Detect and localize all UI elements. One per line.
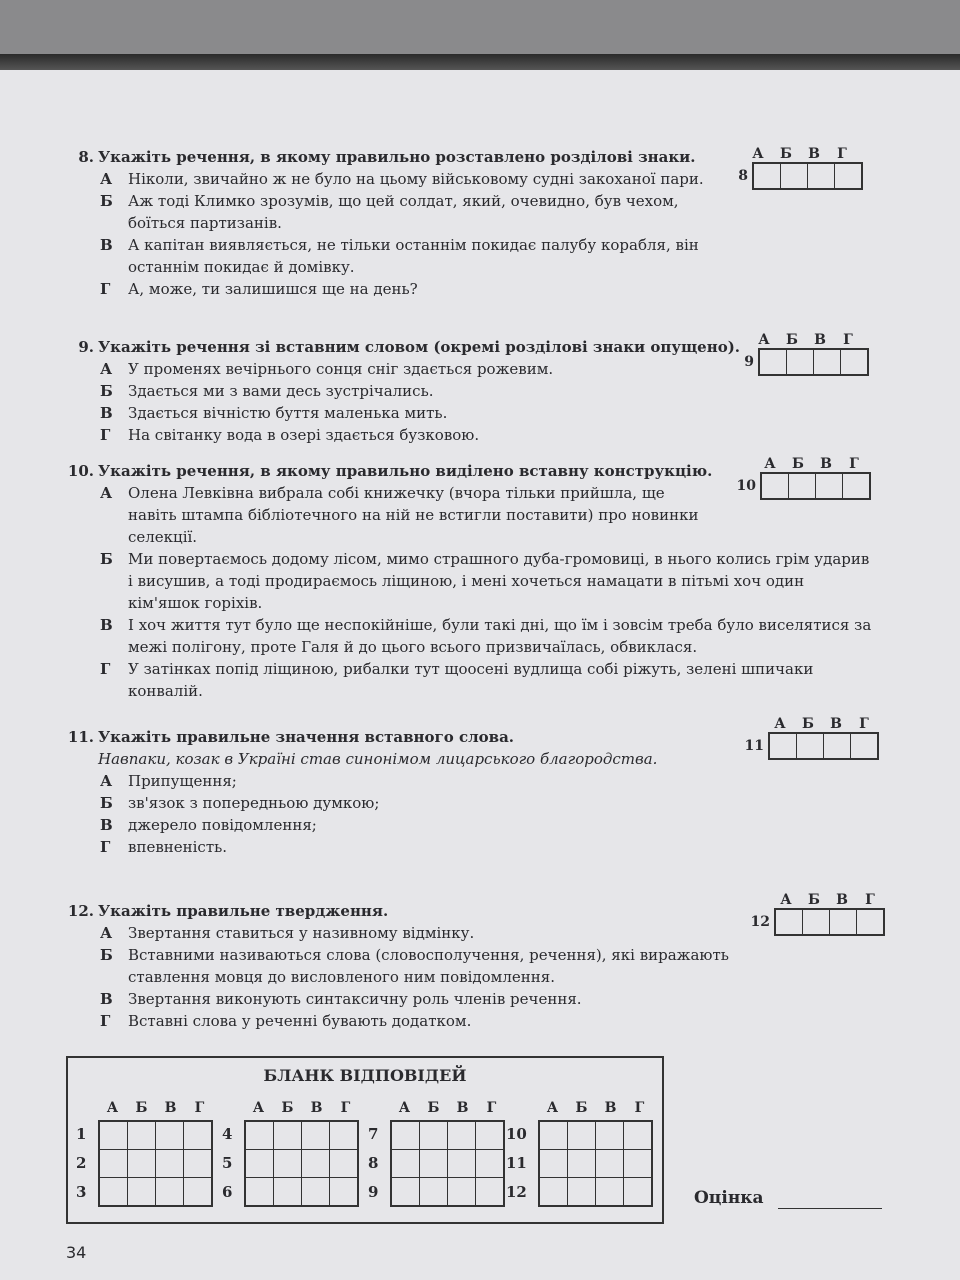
answer-cell-d[interactable]: [835, 164, 861, 188]
option-c: В А капітан виявляється, не тільки останнім покидає палубу корабля, він останнім покидає й домівку.: [100, 236, 699, 276]
answer-sheet-title: БЛАНК ВІДПОВІДЕЙ: [263, 1066, 467, 1085]
question-prompt: Укажіть речення, в якому правильно розставлено розділові знаки.: [98, 148, 696, 166]
option-b: Б зв'язок з попередньою думкою;: [100, 794, 380, 812]
example-sentence: Навпаки, козак в Україні став синонімом лицарського благородства.: [98, 750, 658, 768]
answer-box-9: А Б В Г 9: [732, 332, 869, 376]
answer-cell-c[interactable]: [816, 474, 843, 498]
option-d: Г У затінках попід ліщиною, рибалки тут щоосені вудлища собі ріжуть, зелені шпичаки конвалій.: [100, 660, 814, 700]
option-a: А Ніколи, звичайно ж не було на цьому військовому судні закоханої пари.: [100, 170, 704, 188]
answer-grid[interactable]: [538, 1120, 653, 1207]
answer-cell-a[interactable]: [776, 910, 803, 934]
answer-cell-c[interactable]: [830, 910, 857, 934]
answer-box-8: А Б В Г 8: [726, 146, 863, 190]
answer-cell-b[interactable]: [803, 910, 830, 934]
answer-box-10: А Б В Г 10: [730, 456, 871, 500]
grade-field[interactable]: [778, 1208, 882, 1209]
answer-cell-a[interactable]: [770, 734, 797, 758]
answer-cell-b[interactable]: [781, 164, 808, 188]
option-c: В І хоч життя тут було ще неспокійніше, були такі дні, що їм і зовсім треба було виселятися за межі полігону, проте Галя й до цього всього призвичаїлась, обвиклася.: [100, 616, 872, 656]
answer-group-2: А Б В Г 4 5 6: [222, 1100, 360, 1207]
answer-cell-b[interactable]: [787, 350, 814, 374]
page-number: 34: [66, 1243, 87, 1262]
grade-label: Оцінка: [694, 1188, 764, 1208]
answer-box-11: А Б В Г 11: [736, 716, 879, 760]
answer-cell-b[interactable]: [789, 474, 816, 498]
option-b: Б Аж тоді Климко зрозумів, що цей солдат, який, очевидно, був чехом, боїться партизанів.: [100, 192, 679, 232]
answer-grid[interactable]: [390, 1120, 505, 1207]
option-c: В Здається вічністю буття маленька мить.: [100, 404, 448, 422]
answer-cell-d[interactable]: [857, 910, 883, 934]
answer-grid[interactable]: [244, 1120, 359, 1207]
option-a: А Олена Левківна вибрала собі книжечку (вчора тільки прийшла, ще навіть штампа бібліотечного на ній не встигли поставити) про новинки селекції.: [100, 484, 699, 546]
question-number: 8.: [78, 148, 94, 166]
answer-cell-c[interactable]: [814, 350, 841, 374]
option-b: Б Ми повертаємось додому лісом, мимо страшного дуба-громовиці, в нього колись грім ударив і висушив, а тоді продираємось ліщиною, і мені хочеться намацати в пітьмі хоч один кім'яшок горіхів.: [100, 550, 870, 612]
option-a: А Звертання ставиться у називному відмінку.: [100, 924, 475, 942]
answer-box-12: А Б В Г 12: [740, 892, 885, 936]
option-d: Г впевненість.: [100, 838, 228, 856]
answer-group-4: А Б В Г 10 11 12: [506, 1100, 654, 1207]
answer-cell-d[interactable]: [841, 350, 867, 374]
scan-edge: [0, 54, 960, 70]
option-d: Г А, може, ти залишишся ще на день?: [100, 280, 418, 298]
answer-cell-a[interactable]: [754, 164, 781, 188]
question-12: 12. Укажіть правильне твердження. А Звертання ставиться у називному відмінку. Б Вставними називаються слова (словосполучення, речення), які виражають ставлення мовця до висловленого ним повідомлення. В Звертання виконують синтаксичну роль членів речення. Г Вставні слова у реченні бувають додатком.: [62, 900, 882, 1032]
answer-cell-a[interactable]: [760, 350, 787, 374]
answer-group-3: А Б В Г 7 8 9: [368, 1100, 506, 1207]
option-d: Г Вставні слова у реченні бувають додатком.: [100, 1012, 472, 1030]
answer-cell-d[interactable]: [843, 474, 869, 498]
option-a: А У променях вечірнього сонця сніг здається рожевим.: [100, 360, 554, 378]
option-c: В Звертання виконують синтаксичну роль членів речення.: [100, 990, 582, 1008]
question-9: 9. Укажіть речення зі вставним словом (окремі розділові знаки опущено). А У променях вечірнього сонця сніг здається рожевим. Б Здається ми з вами десь зустрічались. В Здається вічністю буття маленька мить. Г На світанку вода в озері здається бузковою.: [62, 336, 882, 446]
option-c: В джерело повідомлення;: [100, 816, 317, 834]
answer-cell-c[interactable]: [808, 164, 835, 188]
answer-cell-c[interactable]: [824, 734, 851, 758]
question-10: 10. Укажіть речення, в якому правильно виділено вставну конструкцію. А Олена Левківна вибрала собі книжечку (вчора тільки прийшла, ще навіть штампа бібліотечного на ній не встигли поставити) про новинки селекції. Б Ми повертаємось додому лісом, мимо страшного дуба-громовиці, в нього колись грім ударив і висушив, а тоді продираємось ліщиною, і мені хочеться намацати в пітьмі хоч один кім'яшок горіхів. В І хоч життя тут було ще неспокійніше, були такі дні, що їм і зовсім треба було виселятися за межі полігону, проте Галя й до цього всього призвичаїлась, обвиклася. Г У затінках попід ліщиною, рибалки тут щоосені вудлища собі ріжуть, зелені шпичаки конвалій.: [62, 460, 882, 702]
answer-group-1: А Б В Г 1 2 3: [76, 1100, 214, 1207]
option-b: Б Вставними називаються слова (словосполучення, речення), які виражають ставлення мовця до висловленого ним повідомлення.: [100, 946, 729, 986]
option-d: Г На світанку вода в озері здається бузковою.: [100, 426, 480, 444]
option-a: А Припущення;: [100, 772, 237, 790]
answer-grid[interactable]: [98, 1120, 213, 1207]
answer-cell-d[interactable]: [851, 734, 877, 758]
option-b: Б Здається ми з вами десь зустрічались.: [100, 382, 434, 400]
answer-cell-a[interactable]: [762, 474, 789, 498]
question-11: 11. Укажіть правильне значення вставного слова. Навпаки, козак в Україні став синонімом лицарського благородства. А Припущення; Б зв'язок з попередньою думкою; В джерело повідомлення; Г впевненість.: [62, 726, 882, 858]
answer-cell-b[interactable]: [797, 734, 824, 758]
answer-sheet: [66, 1056, 664, 1224]
